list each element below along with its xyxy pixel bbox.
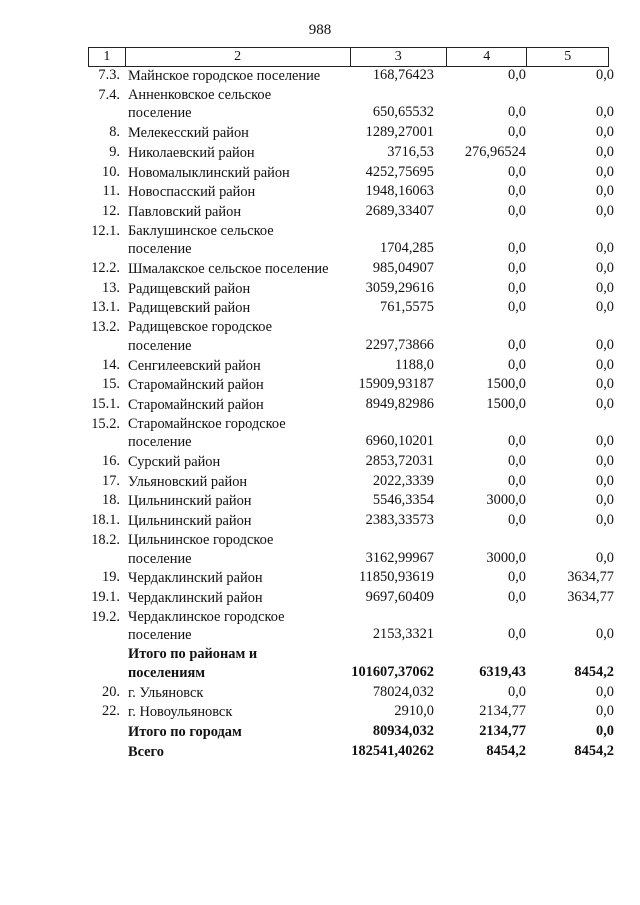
row-value-col3: 650,65532 bbox=[372, 104, 434, 121]
row-value-col3: 5546,3354 bbox=[372, 492, 434, 509]
table-row bbox=[78, 452, 618, 472]
row-number: 18.2. bbox=[91, 531, 120, 548]
row-name: Цильнинский район bbox=[128, 513, 252, 530]
row-value-col5: 3634,77 bbox=[567, 569, 614, 586]
row-value-col4: 3000,0 bbox=[486, 549, 526, 566]
row-value-col3: 168,76423 bbox=[372, 67, 434, 83]
row-number: 17. bbox=[102, 472, 120, 489]
row-value-col5: 0,0 bbox=[596, 336, 614, 353]
row-name: Сурский район bbox=[128, 454, 221, 471]
row-value-col5: 0,0 bbox=[596, 549, 614, 566]
table-row bbox=[78, 375, 618, 395]
row-number: 15.1. bbox=[91, 395, 120, 412]
row-value-col5: 8454,2 bbox=[574, 663, 614, 680]
row-number: 12. bbox=[102, 202, 120, 219]
row-value-col3: 2153,3321 bbox=[372, 626, 434, 643]
table-row bbox=[78, 86, 618, 123]
row-name: Старомайнский район bbox=[128, 396, 264, 413]
row-number: 9. bbox=[109, 143, 120, 160]
row-value-col3: 15909,93187 bbox=[358, 376, 434, 393]
row-value-col5: 0,0 bbox=[596, 124, 614, 141]
row-number: 22. bbox=[102, 703, 120, 720]
table-row bbox=[78, 318, 618, 355]
row-value-col4: 8454,2 bbox=[486, 742, 526, 759]
row-name: Павловский район bbox=[128, 203, 242, 220]
row-value-col5: 0,0 bbox=[596, 104, 614, 121]
table-row bbox=[78, 608, 618, 645]
table-row bbox=[78, 588, 618, 608]
row-number: 19.1. bbox=[91, 588, 120, 605]
row-name: Цильнинское городское поселение bbox=[128, 531, 274, 567]
table-row bbox=[78, 472, 618, 492]
row-value-col5: 0,0 bbox=[596, 67, 614, 83]
row-name: Итого по городам bbox=[128, 723, 242, 740]
row-number: 15. bbox=[102, 376, 120, 393]
row-name: Цильнинский район bbox=[128, 493, 252, 510]
table-row bbox=[78, 123, 618, 143]
row-value-col5: 0,0 bbox=[596, 143, 614, 160]
row-name: г. Новоульяновск bbox=[128, 704, 233, 721]
row-value-col5: 0,0 bbox=[596, 395, 614, 412]
row-value-col3: 9697,60409 bbox=[365, 588, 434, 605]
row-value-col3: 6960,10201 bbox=[365, 433, 434, 450]
row-name: Майнское городское поселение bbox=[128, 68, 321, 84]
table-row bbox=[78, 702, 618, 722]
row-number: 13.1. bbox=[91, 299, 120, 316]
row-name: Сенгилеевский район bbox=[128, 357, 261, 374]
row-value-col5: 0,0 bbox=[596, 260, 614, 277]
row-name: Ульяновский район bbox=[128, 473, 248, 490]
row-value-col5: 0,0 bbox=[596, 703, 614, 720]
row-value-col5: 0,0 bbox=[596, 356, 614, 373]
row-number: 8. bbox=[109, 124, 120, 141]
row-number: 16. bbox=[102, 453, 120, 470]
row-value-col3: 2383,33573 bbox=[365, 512, 434, 529]
row-value-col3: 80934,032 bbox=[372, 722, 434, 739]
row-value-col5: 8454,2 bbox=[574, 742, 614, 759]
row-value-col5: 0,0 bbox=[596, 299, 614, 316]
row-value-col4: 0,0 bbox=[508, 299, 526, 316]
table-row bbox=[78, 511, 618, 531]
row-name: Радищевский район bbox=[128, 300, 251, 317]
table-row bbox=[78, 163, 618, 183]
row-number: 7.4. bbox=[98, 86, 120, 103]
row-value-col5: 0,0 bbox=[596, 183, 614, 200]
row-name: Чердаклинский район bbox=[128, 589, 263, 606]
row-value-col5: 0,0 bbox=[596, 202, 614, 219]
row-number: 18.1. bbox=[91, 512, 120, 529]
row-value-col5: 3634,77 bbox=[567, 588, 614, 605]
page-number: 988 bbox=[308, 22, 332, 38]
row-value-col4: 0,0 bbox=[508, 163, 526, 180]
row-value-col4: 3000,0 bbox=[486, 492, 526, 509]
row-value-col4: 0,0 bbox=[508, 279, 526, 296]
row-value-col5: 0,0 bbox=[596, 433, 614, 450]
row-value-col5: 0,0 bbox=[596, 722, 614, 739]
row-value-col5: 0,0 bbox=[596, 163, 614, 180]
header-col-3: 3 bbox=[351, 48, 447, 66]
row-value-col4: 0,0 bbox=[508, 433, 526, 450]
row-value-col4: 0,0 bbox=[508, 356, 526, 373]
table-row bbox=[78, 356, 618, 376]
row-number: 7.3. bbox=[98, 67, 120, 83]
row-name: Мелекесский район bbox=[128, 125, 249, 142]
row-number: 18. bbox=[102, 492, 120, 509]
row-value-col4: 2134,77 bbox=[479, 722, 526, 739]
row-value-col3: 761,5575 bbox=[380, 299, 434, 316]
row-value-col4: 0,0 bbox=[508, 67, 526, 83]
row-value-col3: 3059,29616 bbox=[365, 279, 434, 296]
row-value-col3: 182541,40262 bbox=[351, 742, 434, 759]
row-number: 20. bbox=[102, 683, 120, 700]
row-value-col4: 0,0 bbox=[508, 202, 526, 219]
row-value-col5: 0,0 bbox=[596, 626, 614, 643]
row-name: Новоспасский район bbox=[128, 184, 256, 201]
table-row bbox=[78, 298, 618, 318]
data-table bbox=[78, 66, 618, 761]
row-name: Итого по районам и поселениям bbox=[128, 646, 258, 681]
table-row bbox=[78, 279, 618, 299]
row-value-col4: 1500,0 bbox=[486, 395, 526, 412]
row-name: Николаевский район bbox=[128, 144, 255, 161]
row-number: 10. bbox=[102, 163, 120, 180]
row-name: Чердаклинский район bbox=[128, 570, 263, 587]
row-number: 19.2. bbox=[91, 608, 120, 625]
row-value-col3: 11850,93619 bbox=[358, 569, 434, 586]
table-row bbox=[78, 415, 618, 452]
row-value-col5: 0,0 bbox=[596, 240, 614, 257]
row-value-col5: 0,0 bbox=[596, 376, 614, 393]
row-value-col3: 1188,0 bbox=[394, 356, 434, 373]
row-value-col3: 2910,0 bbox=[394, 703, 434, 720]
row-name: Радищевский район bbox=[128, 280, 251, 297]
row-number: 12.1. bbox=[91, 222, 120, 239]
row-number: 12.2. bbox=[91, 260, 120, 277]
row-value-col3: 3716,53 bbox=[387, 143, 434, 160]
row-value-col3: 101607,37062 bbox=[351, 663, 434, 680]
row-value-col4: 2134,77 bbox=[479, 703, 526, 720]
row-value-col4: 0,0 bbox=[508, 336, 526, 353]
row-name: Шмалакское сельское поселение bbox=[128, 261, 329, 278]
table-row bbox=[78, 202, 618, 222]
row-value-col4: 276,96524 bbox=[464, 143, 526, 160]
table-row bbox=[78, 259, 618, 279]
row-number: 15.2. bbox=[91, 415, 120, 432]
table-row bbox=[78, 645, 618, 682]
row-value-col4: 0,0 bbox=[508, 124, 526, 141]
row-value-col4: 0,0 bbox=[508, 512, 526, 529]
table-row bbox=[78, 683, 618, 703]
row-value-col4: 0,0 bbox=[508, 260, 526, 277]
row-value-col4: 0,0 bbox=[508, 683, 526, 700]
header-col-2: 2 bbox=[126, 48, 351, 66]
row-value-col3: 1948,16063 bbox=[365, 183, 434, 200]
row-name: Всего bbox=[128, 743, 164, 760]
table-row bbox=[78, 143, 618, 163]
row-number: 14. bbox=[102, 356, 120, 373]
row-value-col3: 1704,285 bbox=[380, 240, 434, 257]
row-value-col4: 6319,43 bbox=[479, 663, 526, 680]
row-value-col5: 0,0 bbox=[596, 453, 614, 470]
row-value-col4: 0,0 bbox=[508, 626, 526, 643]
row-value-col3: 3162,99967 bbox=[365, 549, 434, 566]
row-name: Чердаклинское городское поселение bbox=[128, 608, 285, 644]
header-col-4: 4 bbox=[447, 48, 528, 66]
header-col-5: 5 bbox=[564, 49, 572, 64]
row-value-col4: 1500,0 bbox=[486, 376, 526, 393]
row-value-col3: 4252,75695 bbox=[365, 163, 434, 180]
row-number: 13. bbox=[102, 279, 120, 296]
row-value-col3: 985,04907 bbox=[372, 260, 434, 277]
row-number: 13.2. bbox=[91, 319, 120, 336]
table-row bbox=[78, 66, 618, 86]
table-row bbox=[78, 742, 618, 762]
table-row bbox=[78, 222, 618, 259]
row-value-col4: 0,0 bbox=[508, 104, 526, 121]
table-row bbox=[78, 568, 618, 588]
row-value-col3: 2022,3339 bbox=[372, 472, 434, 489]
table-row bbox=[78, 395, 618, 415]
row-value-col4: 0,0 bbox=[508, 472, 526, 489]
row-value-col3: 2689,33407 bbox=[365, 202, 434, 219]
row-value-col3: 2297,73866 bbox=[365, 336, 434, 353]
table-row bbox=[78, 182, 618, 202]
row-value-col5: 0,0 bbox=[596, 492, 614, 509]
table-row bbox=[78, 491, 618, 511]
row-name: Радищевское городское поселение bbox=[128, 319, 273, 354]
row-name: Баклушинское сельское поселение bbox=[128, 222, 274, 258]
header-col-1: 1 bbox=[89, 48, 126, 66]
row-value-col4: 0,0 bbox=[508, 183, 526, 200]
row-name: Анненковское сельское поселение bbox=[128, 86, 272, 122]
row-name: г. Ульяновск bbox=[128, 684, 204, 701]
row-value-col5: 0,0 bbox=[596, 472, 614, 489]
row-value-col4: 0,0 bbox=[508, 240, 526, 257]
row-number: 11. bbox=[102, 183, 120, 200]
table-row bbox=[78, 722, 618, 742]
row-name: Старомайнское городское поселение bbox=[128, 415, 286, 451]
row-value-col3: 78024,032 bbox=[372, 683, 434, 700]
row-value-col3: 8949,82986 bbox=[365, 395, 434, 412]
row-name: Старомайнский район bbox=[128, 377, 264, 394]
row-value-col3: 1289,27001 bbox=[365, 124, 434, 141]
row-number: 19. bbox=[102, 569, 120, 586]
row-value-col5: 0,0 bbox=[596, 279, 614, 296]
row-name: Новомалыклинский район bbox=[128, 164, 290, 181]
row-value-col5: 0,0 bbox=[596, 683, 614, 700]
row-value-col4: 0,0 bbox=[508, 569, 526, 586]
table-header bbox=[88, 47, 609, 67]
table-row bbox=[78, 531, 618, 568]
row-value-col5: 0,0 bbox=[596, 512, 614, 529]
row-value-col4: 0,0 bbox=[508, 453, 526, 470]
row-value-col3: 2853,72031 bbox=[365, 453, 434, 470]
row-value-col4: 0,0 bbox=[508, 588, 526, 605]
